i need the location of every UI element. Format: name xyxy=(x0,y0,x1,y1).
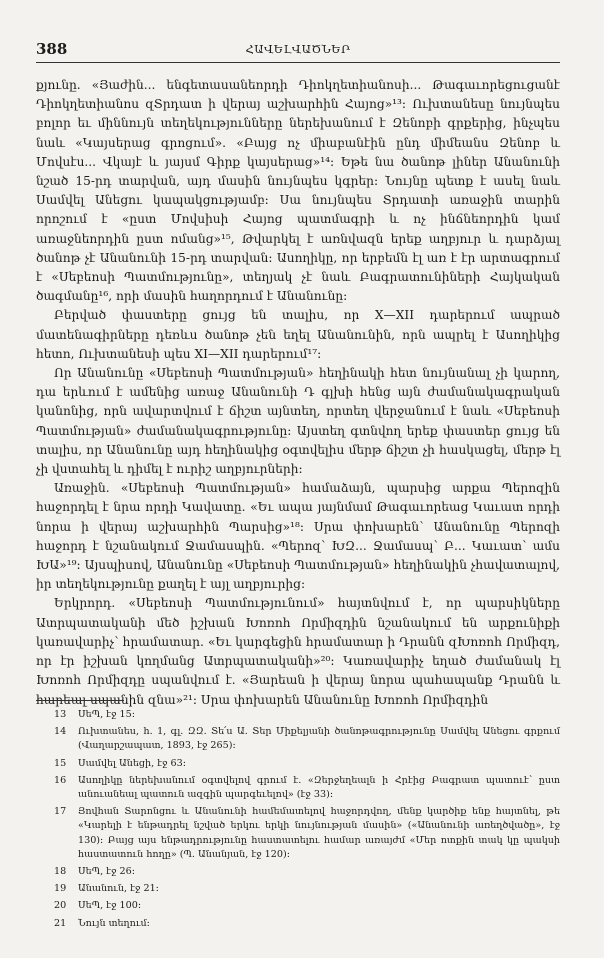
page-number: 388 xyxy=(36,40,68,58)
footnote-number: 15 xyxy=(54,757,67,769)
footnote-number: 19 xyxy=(54,883,67,895)
running-title: ՀԱՎԵԼՎԱԾՆԵՐ xyxy=(245,42,351,56)
footnote-text: ՍեՊ, էջ 26։ xyxy=(78,866,135,878)
footnote xyxy=(54,882,560,896)
paragraph: Որ Անանունը «Սեբեոսի Պատմության» հեղինակի հետ նույնանալ չի կարող, դա երևում է ամենից առաջ Անանունի Դ գլխի հենց այն ժամանակագրական կանոնից, որն ավարտվում է ճիշտ այնտեղ, որտեղ վերջանում է նաև «Սեբեոսի Պատմության» ժամանակագրությունը։ Այստեղ գտնվող երեք փաստեր ցույց են տալիս, որ Անանունը այդ հեղինակից օգտվելիս մերթ ճիշտ չի հասկացել, մերթ էլ չի վստահել և դիմել է ուրիշ աղբյուրների։ xyxy=(36,366,560,477)
footnote xyxy=(54,757,560,771)
footnote xyxy=(54,805,560,862)
footnotes xyxy=(54,708,560,934)
footnote-number: 18 xyxy=(54,866,67,878)
page-header xyxy=(36,40,560,63)
footnote-text: Ուխտանես, հ. 1, գլ. ԶԶ. Տե՛ս Ա. Տեր Միքելյանի ծանոթագրությունը Սամվել Անեցու գրքում (Վաղարշապատ, 1893, էջ 265)։ xyxy=(78,726,560,752)
footnote-number: 20 xyxy=(54,900,67,912)
paragraph: Առաջին. «Սեբեոսի Պատմության» համաձայն, պարսից արքա Պերոզին հաջորդել է նրա որդի Կավատը. «Եւ ապա յայնմամ Թագաւորեաց Կաւատ որդի նորա ի վերայ աշխարհին Պարսից»¹⁸։ Սրա փոխարեն՝ Անանունը Պերոզի հաջորդ է նշանակում Ջամասպին. «Պերոզ՝ ԽԶ... Ջամասպ՝ Բ... Կաւատ՝ ամս ԽԱ»¹⁹։ Այսպիսով, Անանունը «Սեբեոսի Պատմության» հեղինակին չհավատալով, իր տեղեկությունը քաղել է այլ աղբյուրից։ xyxy=(36,481,560,592)
paragraph: քյունը. «Յաժին... ենգետասանեորդի Դիոկղետիանոսի... Թագաւորեցուցանէ Դիոկղետիանոս զՏրդատ ի վերայ աշխարհին Հայոց»¹³։ Ուխտանեսը նույնպես բոլոր եւ միննույն տեղեկությունները ներեխանում է Զենոբի գրքերից, ինչպես նաև «Կայսերաց գրոցում». «Բայց ոչ միաբանէին ընդ միմեանս Զենոբ և Մովսէս... Վկայէ և յայսմ Գիրք կայսերաց»¹⁴։ Եթե նա ծանոթ լիներ Անանունի նշած 15-րդ տարվան, այդ մասին նույնպես կգրեր։ Նույնը պետք է ասել նաև Սամվել Անեցու կապակցությամբ։ Սա նույնպես Տրդատի առաջին տարին որոշում է «ըստ Մովսիսի Հայոց պատմագրի և ոչ ինճնեորդին կամ առաջնեորդին ըստ ոմանց»¹⁵, Թվարկել է առնվազն երեք աղբյուր և դարձյալ ծանոթ չէ Անանունի 15-րդ տարվան։ Ասողիկը, որ երբեմն էլ առ է էր արտագրում է «Սեբեոսի Պատմությունը», տեղյակ չէ նաև Բագրատունիների Հայկական ծագմանը¹⁶, որի մասին հաղորդում է Անանունը։ xyxy=(36,78,560,304)
footnote-text: ՍեՊ, էջ 15։ xyxy=(78,709,135,720)
footnote-number: 13 xyxy=(54,709,67,720)
footnote-text: Անանուն, էջ 21։ xyxy=(78,883,159,895)
footnote-number: 14 xyxy=(54,726,67,738)
footnote-number: 21 xyxy=(54,917,67,929)
footnote xyxy=(54,708,560,722)
footnote-divider xyxy=(36,700,124,701)
footnote xyxy=(54,865,560,879)
body-text xyxy=(36,76,560,710)
paragraph: Երկրորդ. «Սեբեոսի Պատմությունում» հայտնվում է, որ պարսիկները Ատրպատականի մեծ իշխան Խոռոհ Որմիզդին նշանակում են արքունիքի կառավարիչ՝ հրամատար. «Եւ կարգեցին հրամատար ի Դրանն զԽոռոհ Որմիզդ, որ էր իշխան կողմանց Ատրպատականի»²⁰։ Կառավարիչ եղած ժամանակ էլ Խոռոհ Որմիզդը սպանվում է. «Յարեան ի վերայ նորա պահապանք Դրանն և հարեալ սպանին զնա»²¹։ Սրա փոխարեն Անանունը Խոռոհ Որմիզդին xyxy=(36,596,560,707)
paragraph: Բերված փաստերը ցույց են տալիս, որ X—XII դարերում ապրած մատենագիրները դեռևս ծանոթ չեն եղել Անանունին, որն ապրել է Ասողիկից հետո, Ուխտանեսի պես XI—XII դարերում¹⁷։ xyxy=(36,308,560,361)
footnote xyxy=(54,917,560,931)
footnote-text: Նույն տեղում։ xyxy=(78,917,150,929)
footnote-text: ՍեՊ, էջ 100։ xyxy=(78,900,142,912)
footnote-text: Ասողիկը ներեխանում օգտվելով գրում է. «Զերջեղեալն ի Հրէից Բագրատ պատուէ՝ ըստ անուանեալ պատուն ազգին պարգեւելով» (էջ 33)։ xyxy=(78,774,560,801)
footnote-number: 16 xyxy=(54,774,67,786)
footnote xyxy=(54,725,560,753)
footnote-text: Յովհան Տարոնցու և Անանունի համեմատելով հաջորդվող, մենք կարծիք ենք հայտնել, թե «Կարելի է ենթադրել նշված երկու երկի նույնության մասին» («Անանունի առեղծվածը», էջ 130)։ Բայց այս ենթադրությունը հաստատելու համար առայժմ «Մեր ոտքին տակ կը պակսի հաստատուն հողը» (Պ. Անանյան, էջ 120)։ xyxy=(78,806,560,860)
footnote xyxy=(54,774,560,802)
footnote-number: 17 xyxy=(54,806,67,818)
footnote xyxy=(54,899,560,913)
footnote-text: Սամվել Անեցի, էջ 63։ xyxy=(78,757,187,769)
